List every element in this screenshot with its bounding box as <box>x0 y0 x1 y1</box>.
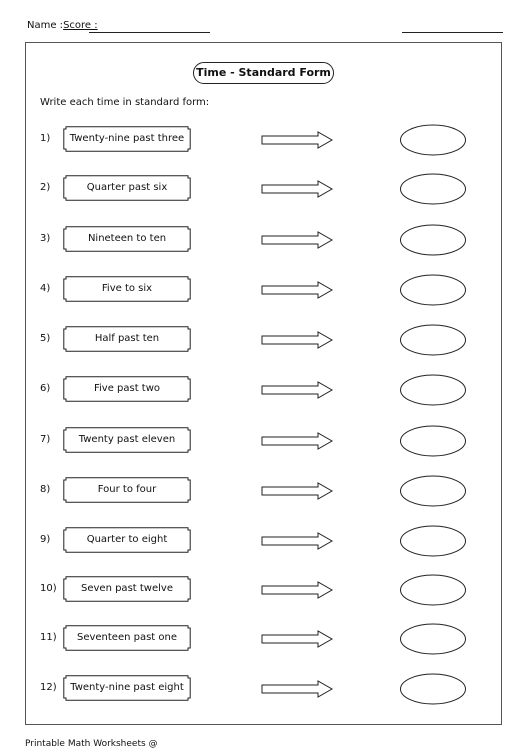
question-number: 2) <box>40 182 51 193</box>
question-row <box>0 623 530 653</box>
score-answer-line[interactable] <box>402 32 503 33</box>
answer-oval[interactable] <box>399 525 467 561</box>
answer-oval[interactable] <box>399 475 467 511</box>
time-phrase-box <box>63 527 191 553</box>
time-phrase-box <box>63 126 191 152</box>
arrow-icon <box>261 482 333 504</box>
question-number: 4) <box>40 283 51 294</box>
question-number: 6) <box>40 383 51 394</box>
arrow-icon <box>261 281 333 303</box>
answer-oval[interactable] <box>399 574 467 610</box>
question-number: 7) <box>40 434 51 445</box>
time-phrase-text: Four to four <box>97 484 157 495</box>
question-row <box>0 224 530 254</box>
arrow-icon <box>261 680 333 702</box>
time-phrase-box <box>63 276 191 302</box>
question-number: 9) <box>40 534 51 545</box>
instructions: Write each time in standard form: <box>40 97 210 108</box>
time-phrase-text: Seven past twelve <box>81 583 173 594</box>
arrow-icon <box>261 180 333 202</box>
arrow-icon <box>261 432 333 454</box>
question-row <box>0 425 530 455</box>
time-phrase-text: Five to six <box>101 283 153 294</box>
question-row <box>0 274 530 304</box>
answer-oval[interactable] <box>399 673 467 709</box>
time-phrase-text: Quarter past six <box>86 182 168 193</box>
time-phrase-text: Twenty-nine past eight <box>70 682 184 693</box>
time-phrase-box <box>63 175 191 201</box>
time-phrase-box <box>63 226 191 252</box>
name-score-line[interactable] <box>89 32 210 33</box>
time-phrase-text: Five past two <box>93 383 161 394</box>
question-number: 3) <box>40 233 51 244</box>
question-number: 12) <box>40 682 57 693</box>
time-phrase-text: Quarter to eight <box>86 534 168 545</box>
answer-oval[interactable] <box>399 173 467 209</box>
time-phrase-box <box>63 376 191 402</box>
question-row <box>0 574 530 604</box>
question-number: 11) <box>40 632 57 643</box>
time-phrase-text: Seventeen past one <box>76 632 178 643</box>
arrow-icon <box>261 581 333 603</box>
time-phrase-box <box>63 477 191 503</box>
question-row <box>0 173 530 203</box>
time-phrase-text: Half past ten <box>94 333 160 344</box>
question-number: 5) <box>40 333 51 344</box>
arrow-icon <box>261 381 333 403</box>
question-row <box>0 374 530 404</box>
question-number: 8) <box>40 484 51 495</box>
question-row <box>0 124 530 154</box>
arrow-icon <box>261 532 333 554</box>
question-row <box>0 673 530 703</box>
score-label: Score : <box>63 20 98 31</box>
arrow-icon <box>261 131 333 153</box>
answer-oval[interactable] <box>399 274 467 310</box>
time-phrase-text: Twenty past eleven <box>78 434 176 445</box>
name-score-label <box>27 20 98 31</box>
question-number: 1) <box>40 133 51 144</box>
question-number: 10) <box>40 583 57 594</box>
time-phrase-text: Twenty-nine past three <box>69 133 185 144</box>
question-row <box>0 324 530 354</box>
time-phrase-box <box>63 576 191 602</box>
question-row <box>0 475 530 505</box>
question-row <box>0 525 530 555</box>
answer-oval[interactable] <box>399 623 467 659</box>
answer-oval[interactable] <box>399 124 467 160</box>
arrow-icon <box>261 231 333 253</box>
arrow-icon <box>261 331 333 353</box>
answer-oval[interactable] <box>399 374 467 410</box>
answer-oval[interactable] <box>399 324 467 360</box>
time-phrase-text: Nineteen to ten <box>87 233 167 244</box>
time-phrase-box <box>63 326 191 352</box>
time-phrase-box <box>63 675 191 701</box>
answer-oval[interactable] <box>399 425 467 461</box>
time-phrase-box <box>63 427 191 453</box>
arrow-icon <box>261 630 333 652</box>
worksheet-title: Time - Standard Form <box>193 62 334 84</box>
time-phrase-box <box>63 625 191 651</box>
header <box>27 20 503 34</box>
name-label: Name : <box>27 20 64 31</box>
footer-text: Printable Math Worksheets @ <box>25 739 158 749</box>
answer-oval[interactable] <box>399 224 467 260</box>
